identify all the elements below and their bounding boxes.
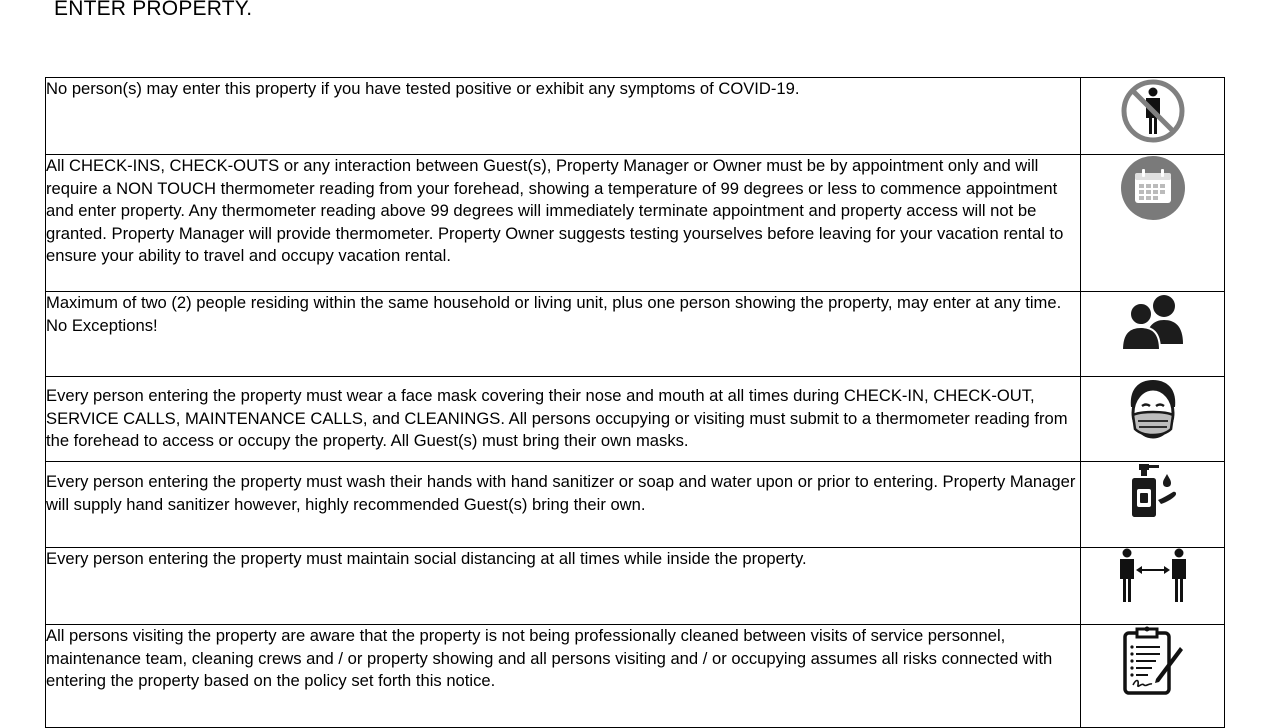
face-mask-icon [1125,377,1181,441]
no-person-icon [1120,78,1186,144]
two-people-icon [1121,292,1185,352]
rules-table [45,77,1225,728]
social-distancing-icon [1117,548,1189,604]
heading: ENTER PROPERTY. [54,0,253,20]
rule-text: Every person entering the property must wear a face mask covering their nose and mouth at all times during CHECK-IN, CHECK-OUT, SERVICE CALLS, MAINTENANCE CALLS, and CLEANINGS. All persons occupying or visiting must submit to a thermometer reading from the forehead to access or occupy the property. All Guest(s) must bring their own masks. [46,377,1081,462]
rule-text: Every person entering the property must wash their hands with hand sanitizer or soap and water upon or prior to entering. Property Manager will supply hand sanitizer however, highly recommended Guest(s) bring their own. [46,462,1081,548]
rule-row [46,625,1225,728]
rule-row [46,155,1225,292]
rule-row [46,78,1225,155]
rule-row [46,548,1225,625]
rule-text: All persons visiting the property are aware that the property is not being professionally cleaned between visits of service personnel, maintenance team, cleaning crews and / or property showing and all persons visiting and / or occupying assumes all risks connected with entering the property based on the policy set forth this notice. [46,625,1081,728]
rule-row [46,462,1225,548]
rule-row [46,292,1225,377]
hand-sanitizer-icon [1127,462,1179,518]
calendar-icon [1120,155,1186,221]
rule-text: Every person entering the property must maintain social distancing at all times while inside the property. [46,548,1081,625]
rule-text: Maximum of two (2) people residing within the same household or living unit, plus one person showing the property, may enter at any time. No Exceptions! [46,292,1081,377]
rule-text: All CHECK-INS, CHECK-OUTS or any interaction between Guest(s), Property Manager or Owner must be by appointment only and will require a NON TOUCH thermometer reading from your forehead, showing a temperature of 99 degrees or less to commence appointment and enter property. Any thermometer reading above 99 degrees will immediately terminate appointment and property access will not be granted. Property Manager will provide thermometer. Property Owner suggests testing yourselves before leaving for your vacation rental to ensure your ability to travel and occupy vacation rental. [46,155,1081,292]
clipboard-signature-icon [1121,625,1185,695]
rule-row [46,377,1225,462]
rule-text: No person(s) may enter this property if you have tested positive or exhibit any symptoms of COVID-19. [46,78,1081,155]
